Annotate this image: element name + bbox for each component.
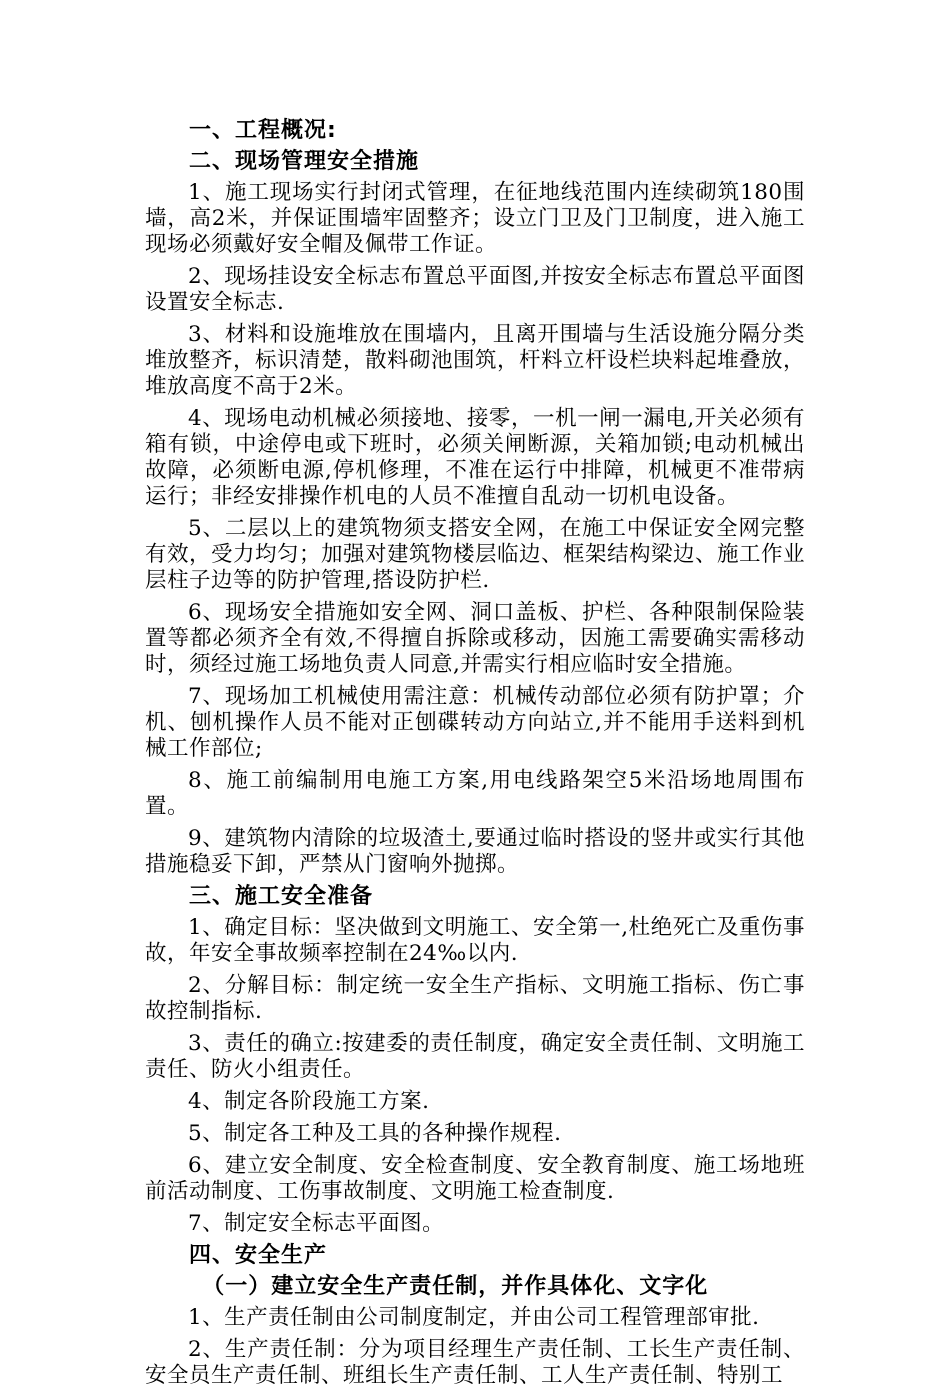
paragraph: 7、现场加工机械使用需注意：机械传动部位必须有防护罩；介机、刨机操作人员不能对正刨碟转动方向站立,并不能用手送料到机械工作部位; [145, 684, 805, 761]
paragraph: 3、材料和设施堆放在围墙内，且离开围墙与生活设施分隔分类堆放整齐，标识清楚，散料砌池围筑，杆料立杆设栏块料起堆叠放，堆放高度不高于2米。 [145, 322, 806, 399]
paragraph: 5、制定各工种及工具的各种操作规程. [188, 1121, 562, 1146]
paragraph: 4、制定各阶段施工方案. [188, 1089, 430, 1114]
paragraph: 1、施工现场实行封闭式管理，在征地线范围内连续砌筑180围墙，高2米，并保证围墙牢固整齐；设立门卫及门卫制度，进入施工现场必须戴好安全帽及佩带工作证。 [145, 180, 805, 257]
paragraph: 2、生产责任制：分为项目经理生产责任制、工长生产责任制、安全员生产责任制、班组长生产责任制、工人生产责任制、特别工 [145, 1337, 805, 1388]
paragraph: 8、施工前编制用电施工方案,用电线路架空5米沿场地周围布置。 [145, 768, 805, 819]
paragraph: 2、分解目标：制定统一安全生产指标、文明施工指标、伤亡事故控制指标. [145, 973, 805, 1024]
paragraph: 3、责任的确立:按建委的责任制度，确定安全责任制、文明施工责任、防火小组责任。 [145, 1031, 805, 1082]
section-heading-2: 二、现场管理安全措施 [189, 149, 420, 174]
paragraph: 1、生产责任制由公司制度制定，并由公司工程管理部审批. [188, 1305, 760, 1330]
document-body [145, 118, 805, 1389]
section-heading-4: 四、安全生产 [189, 1243, 328, 1268]
paragraph: 2、现场挂设安全标志布置总平面图,并按安全标志布置总平面图设置安全标志. [145, 264, 805, 315]
paragraph: 5、二层以上的建筑物须支搭安全网，在施工中保证安全网完整有效，受力均匀；加强对建筑物楼层临边、框架结构梁边、施工作业层柱子边等的防护管理,搭设防护栏. [145, 516, 806, 593]
paragraph: 9、建筑物内清除的垃圾渣土,要通过临时搭设的竖井或实行其他措施稳妥下卸，严禁从门窗响外抛掷。 [145, 826, 805, 877]
section-heading-1: 一、工程概况: [189, 118, 337, 143]
section-heading-3: 三、施工安全准备 [189, 884, 374, 909]
paragraph: 6、现场安全措施如安全网、洞口盖板、护栏、各种限制保险装置等都必须齐全有效,不得擅自拆除或移动，因施工需要确实需移动时，须经过施工场地负责人同意,并需实行相应临时安全措施。 [145, 600, 805, 677]
subsection-heading: （一）建立安全生产责任制，并作具体化、文字化 [202, 1274, 709, 1299]
paragraph: 6、建立安全制度、安全检查制度、安全教育制度、施工场地班前活动制度、工伤事故制度、文明施工检查制度. [145, 1153, 805, 1204]
paragraph: 4、现场电动机械必须接地、接零，一机一闸一漏电,开关必须有箱有锁，中途停电或下班时，必须关闸断源，关箱加锁;电动机械出故障，必须断电源,停机修理，不准在运行中排障，机械更不准带病运行；非经安排操作机电的人员不准擅自乱动一切机电设备。 [145, 406, 805, 509]
paragraph: 7、制定安全标志平面图。 [188, 1211, 445, 1236]
paragraph: 1、确定目标：坚决做到文明施工、安全第一,杜绝死亡及重伤事故，年安全事故频率控制在24‰以内. [145, 915, 805, 966]
